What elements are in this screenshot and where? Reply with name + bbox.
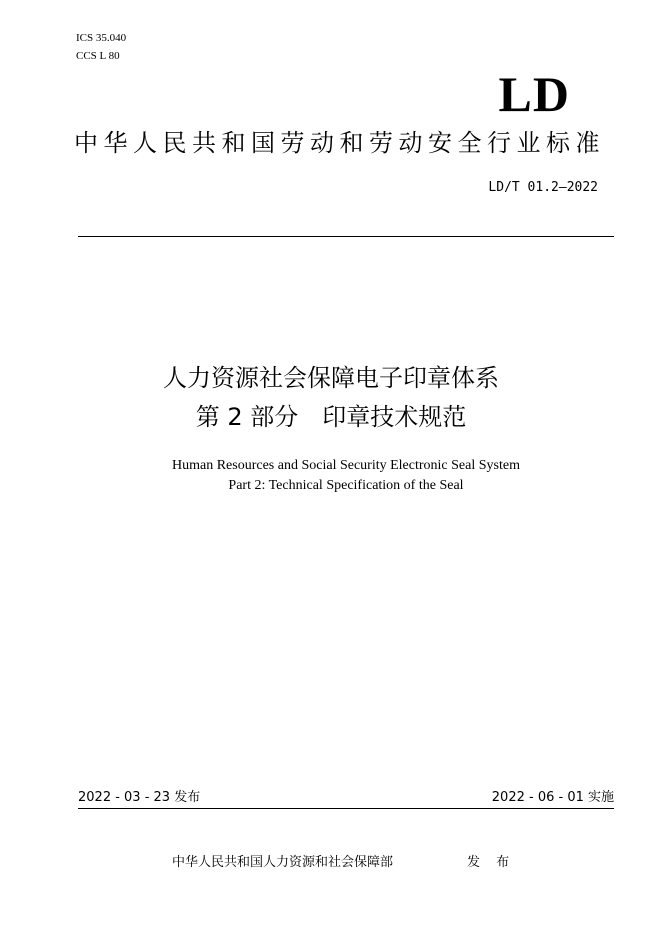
title-chinese-line-1: 人力资源社会保障电子印章体系: [163, 364, 499, 392]
ccs-code: CCS L 80: [76, 50, 120, 62]
title-english-line-1: Human Resources and Social Security Electronic Seal System: [172, 458, 520, 473]
issue-date: 2022 - 03 - 23 发布: [78, 790, 201, 805]
publisher-action: 发 布: [467, 855, 516, 870]
standard-category: 中华人民共和国劳动和劳动安全行业标准: [74, 129, 605, 157]
title-chinese-line-2: 第 2 部分 印章技术规范: [195, 403, 467, 431]
standard-logo: LD: [498, 66, 570, 122]
standard-number: LD/T 01.2—2022: [488, 180, 598, 195]
implementation-date: 2022 - 06 - 01 实施: [491, 790, 614, 805]
header-divider: [78, 236, 614, 237]
publisher-name: 中华人民共和国人力资源和社会保障部: [172, 855, 394, 870]
footer-divider: [78, 808, 614, 809]
title-english-line-2: Part 2: Technical Specification of the Seal: [228, 478, 464, 493]
ics-code: ICS 35.040: [76, 32, 127, 44]
